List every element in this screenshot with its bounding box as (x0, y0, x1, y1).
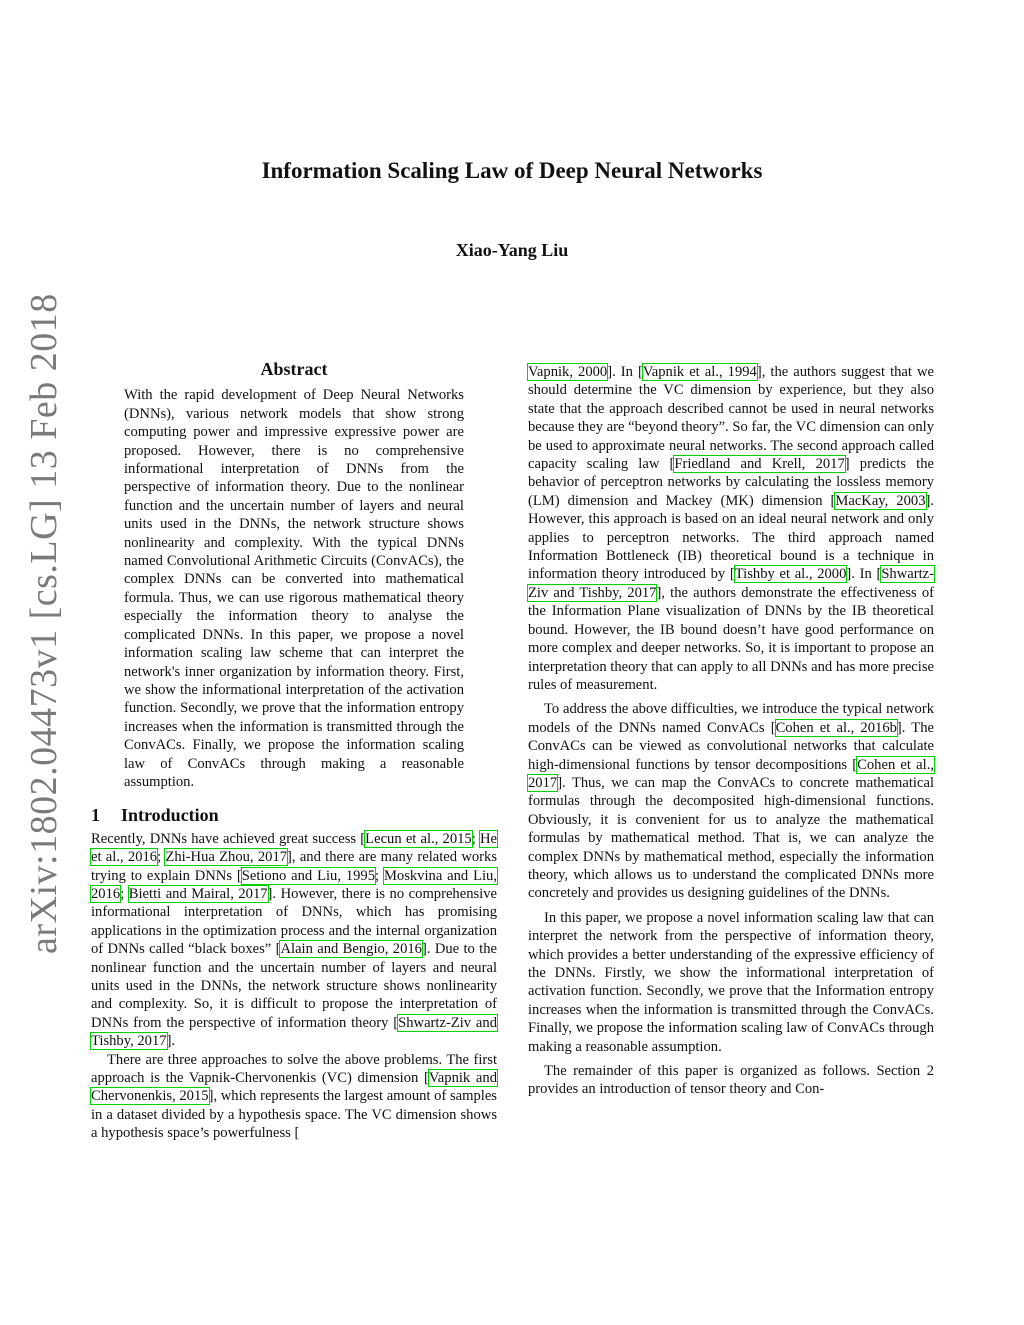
section-heading-introduction (91, 806, 497, 824)
citation-link[interactable]: Setiono and Liu, 1995 (241, 867, 376, 884)
citation-link[interactable]: MacKay, 2003 (835, 492, 926, 509)
citation-link[interactable]: Tishby et al., 2000 (734, 566, 847, 583)
text-run: ]. In [ (846, 566, 882, 583)
citation-link[interactable]: Shwartz-Ziv and Tishby, 2017 (528, 566, 934, 601)
left-column (91, 360, 497, 1143)
citation-link[interactable]: Bietti and Mairal, 2017 (128, 885, 268, 902)
text-run: ]. (166, 1033, 176, 1050)
citation-link[interactable]: Vapnik, 2000 (528, 364, 608, 380)
paper-title: Information Scaling Law of Deep Neural Networks (261, 158, 763, 183)
citation-link[interactable]: Vapnik and Chervonenkis, 2015 (91, 1070, 497, 1105)
intro-paragraph-2-part-a (91, 1051, 497, 1143)
citation-link[interactable]: Moskvina and Liu, 2016 (91, 867, 497, 902)
citation-link[interactable]: Shwartz-Ziv and Tishby, 2017 (91, 1014, 497, 1050)
text-run: ]. However, there is no comprehensive informational interpretation of DNNs, which has promising applications in the optimization process and the internal organization of DNNs called “black boxes” [ (91, 885, 498, 958)
text-run: ; (120, 885, 129, 902)
text-run: Recently, DNNs have achieved great success [ (91, 830, 366, 847)
text-run: ]. Due to the nonlinear function and the uncertain number of layers and neural units used in the DNNs, the network structure shows nonlinearity and complexity. So, it is difficult to propose the interpretation of DNNs from the perspective of information theory [ (91, 941, 498, 1031)
text-run: ]. In [ (607, 364, 643, 380)
intro-paragraph-1 (91, 830, 497, 1051)
citation-link[interactable]: Friedland and Krell, 2017 (674, 456, 845, 473)
text-run: ; (471, 830, 480, 847)
intro-paragraph-5: The remainder of this paper is organized as follows. Section 2 provides an introduction of tensor theory and Con- (528, 1063, 934, 1098)
section-title: Introduction (121, 805, 219, 826)
citation-link[interactable]: He et al., 2016 (91, 830, 498, 866)
abstract-heading: Abstract (260, 359, 328, 379)
text-run: ], the authors demonstrate the effectiveness of the Information Plane visualization of DNNs by the IB theoretical bound. However, the IB bound doesn’t have good performance on more complex and deeper networks. So, it is important to propose an interpretation theory that can apply to all DNNs and has more precise rules of measurement. (528, 584, 934, 693)
citation-link[interactable]: Cohen et al., 2016b (775, 719, 897, 736)
text-run: ; (375, 867, 384, 884)
intro-paragraph-4: In this paper, we propose a novel information scaling law that can interpret the network from the perspective of information theory, which provides a better understanding of the expressive efficiency of the DNNs. Firstly, we show the informational interpretation of activation function. Secondly, we prove that the Information entropy increases when the information is transmitted through the ConvACs. Finally, we propose the information scaling law of ConvACs through making a reasonable assumption. (528, 909, 934, 1055)
citation-link[interactable]: Zhi-Hua Zhou, 2017 (165, 849, 288, 866)
text-run: ]. Thus, we can map the ConvACs to concrete mathematical formulas through the decomposited high-dimensional functions. Obviously, it is convenient for us to analyze the mathematical formulas by mathematical method. That is, we can analyze the complex DNNs by mathematical method, especially the information theory, which allows us to understand the complicated DNNs more concretely and provides us designing guidelines of the DNNs. (528, 774, 934, 902)
author-name: Xiao-Yang Liu (455, 240, 569, 260)
citation-link[interactable]: Vapnik et al., 1994 (642, 364, 757, 380)
text-run: ] predicts the behavior of perceptron networks by calculating the lossless memory (LM) dimension and Mackey (MK) dimension [ (528, 456, 934, 509)
right-column (528, 363, 934, 1099)
text-run: ], which represents the largest amount of samples in a dataset divided by a hypothesis space. The VC dimension shows a hypothesis space’s powerfulness [ (91, 1088, 497, 1142)
arxiv-identifier: arXiv:1802.04473v1 [cs.LG] 13 Feb 2018 (23, 293, 65, 954)
citation-link[interactable]: Alain and Bengio, 2016 (280, 941, 422, 958)
intro-paragraph-2-part-b (528, 363, 934, 694)
citation-link[interactable]: Cohen et al., 2017 (528, 756, 934, 791)
intro-paragraph-3 (528, 700, 934, 902)
abstract-text: With the rapid development of Deep Neural Networks (DNNs), various network models that show strong computing power and impressive expressive power are proposed. However, there is no comprehensive informational interpretation of DNNs from the perspective of information theory. Due to the nonlinear function and the uncertain number of layers and neural units used in the DNNs, the network structure shows nonlinearity and complexity. With the typical DNNs named Convolutional Arithmetic Circuits (ConvACs), the complex DNNs can be converted into mathematical formula. Thus, we can use rigorous mathematical theory especially the information theory to analyse the complicated DNNs. In this paper, we propose a novel information scaling law scheme that can interpret the network's inner organization by information theory. First, we show the informational interpretation of the activation function. Secondly, we prove that the information entropy increases when the information is transmitted through the ConvACs. Finally, we propose the information scaling law of ConvACs through making a reasonable assumption. (124, 387, 464, 790)
text-run: ; (157, 849, 166, 866)
text-run: ], and there are many related works trying to explain DNNs [ (91, 849, 497, 884)
section-number: 1 (91, 805, 100, 826)
citation-link[interactable]: Lecun et al., 2015 (365, 830, 472, 847)
text-run: ]. The ConvACs can be viewed as convolutional networks that calculate high-dimensional functions by tensor decompositions [ (528, 719, 934, 773)
text-run: ], the authors suggest that we should determine the VC dimension by experience, but they also state that the approach described cannot be used in neural networks because they are “beyond theory”. So far, the VC dimension can only be used to approximate neural networks. The second approach called capacity scaling law [ (528, 364, 935, 473)
text-run: There are three approaches to solve the above problems. The first approach is the Vapnik-Chervonenkis (VC) dimension [ (91, 1051, 497, 1087)
text-run: To address the above difficulties, we introduce the typical network models of the DNNs named ConvACs [ (528, 701, 934, 736)
text-run: ]. However, this approach is based on an ideal neural network and only applies to perceptron networks. The third approach named Information Bottleneck (IB) theoretical bound is a technique in information theory introduced by [ (528, 492, 935, 583)
